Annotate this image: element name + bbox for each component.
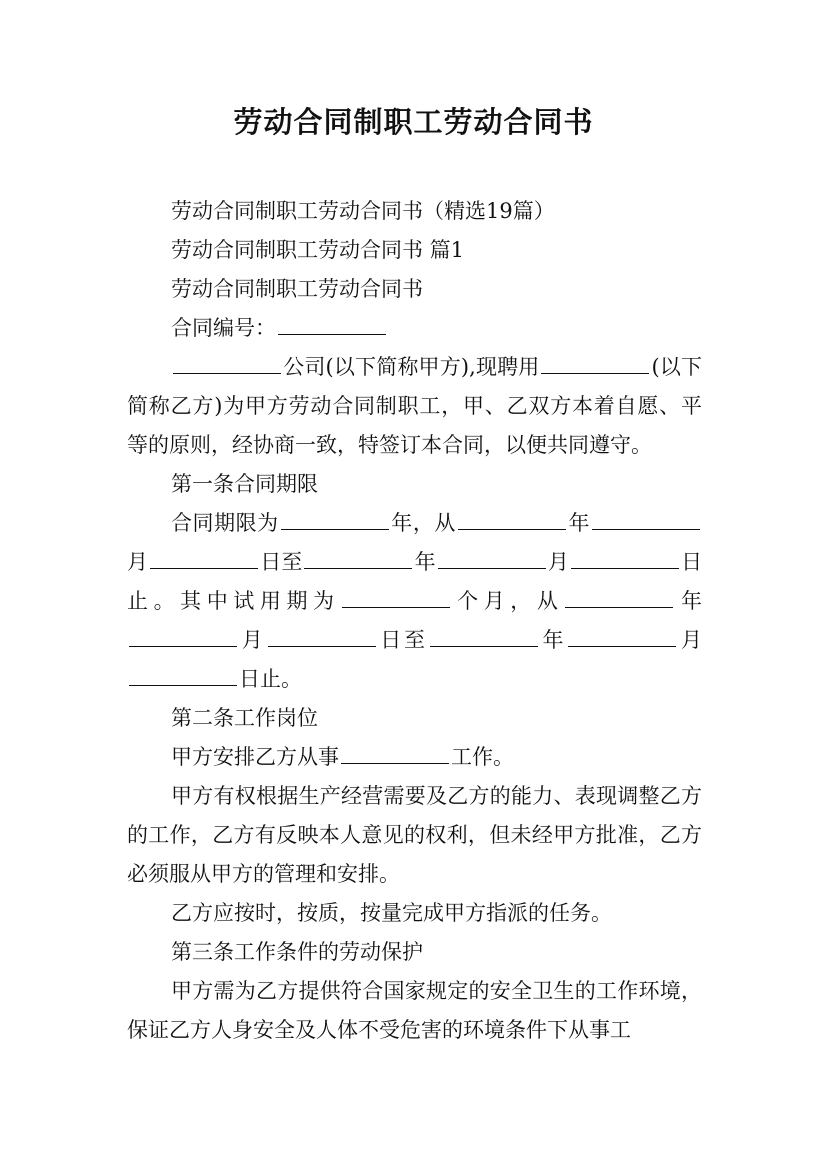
contract-number-label: 合同编号：: [171, 316, 276, 340]
blank[interactable]: [268, 627, 376, 647]
blank[interactable]: [592, 510, 700, 530]
blank[interactable]: [565, 588, 673, 608]
text: 公司(以下简称甲方),现聘用: [283, 355, 540, 379]
text: 年: [675, 589, 703, 613]
text: 日止。: [239, 667, 302, 691]
text: ，从: [412, 511, 456, 535]
blank[interactable]: [568, 627, 676, 647]
document-body: [127, 192, 702, 1050]
paragraph-adjustment: 甲方有权根据生产经营需要及乙方的能力、表现调整乙方的工作，乙方有反映本人意见的权利，但未经甲方批准，乙方必须服从甲方的管理和安排。: [127, 784, 702, 886]
paragraph-conditions: 甲方需为乙方提供符合国家规定的安全卫生的工作环境，保证乙方人身安全及人体不受危害的环境条件下从事工: [127, 979, 702, 1042]
text: 止。: [127, 589, 181, 613]
text: (以: [651, 355, 681, 379]
blank[interactable]: [150, 549, 258, 569]
blank[interactable]: [304, 549, 412, 569]
line-part-heading: 劳动合同制职工劳动合同书 篇1: [171, 238, 465, 262]
text: 下简称乙方)为甲方劳动合同制职工，甲、乙双方本着自愿、: [127, 355, 702, 418]
text: 从: [536, 589, 564, 613]
blank[interactable]: [342, 588, 450, 608]
employee-name-blank[interactable]: [541, 354, 649, 374]
text: 年: [539, 628, 567, 652]
text: 月: [239, 628, 266, 652]
article-3-heading: 第三条工作条件的劳动保护: [171, 940, 423, 964]
text: 甲方安排乙方从事: [171, 745, 339, 769]
text: 月: [547, 550, 569, 574]
text: 日: [377, 628, 404, 652]
article-2-heading: 第二条工作岗位: [171, 706, 318, 730]
blank[interactable]: [281, 510, 389, 530]
text: 年: [414, 550, 436, 574]
contract-number-line: [127, 309, 702, 348]
paragraph-duties: 乙方应按时，按质，按量完成甲方指派的任务。: [171, 901, 612, 925]
blank[interactable]: [129, 666, 237, 686]
company-name-blank[interactable]: [173, 354, 281, 374]
blank[interactable]: [129, 627, 237, 647]
text: 月: [678, 628, 702, 652]
article-1-heading: 第一条合同期限: [171, 472, 318, 496]
text: 合同期限为: [171, 511, 279, 535]
line-subtitle: 劳动合同制职工劳动合同书（精选19篇）: [171, 199, 555, 223]
text: 月: [127, 550, 149, 574]
blank[interactable]: [571, 549, 679, 569]
text: 年: [390, 511, 413, 535]
page-title: 劳动合同制职工劳动合同书: [233, 105, 594, 139]
blank[interactable]: [430, 627, 538, 647]
text: 至: [281, 550, 303, 574]
text: 日: [680, 550, 703, 574]
text: 至: [404, 628, 428, 652]
paragraph-assignment: [127, 738, 702, 777]
text: 个月，: [451, 589, 537, 613]
blank[interactable]: [438, 549, 546, 569]
text: 工作。: [451, 745, 514, 769]
text: 日: [260, 550, 282, 574]
text: 年: [567, 511, 591, 535]
paragraph-term: [127, 504, 702, 699]
paragraph-parties: [127, 348, 702, 465]
text: 其中试用期为: [180, 589, 340, 613]
text: 平等的原则，经协商一致，特签订本合同，以便共同遵守。: [127, 394, 702, 457]
contract-number-blank[interactable]: [278, 315, 386, 335]
blank[interactable]: [458, 510, 566, 530]
job-blank[interactable]: [341, 744, 449, 764]
line-doc-heading: 劳动合同制职工劳动合同书: [171, 277, 423, 301]
